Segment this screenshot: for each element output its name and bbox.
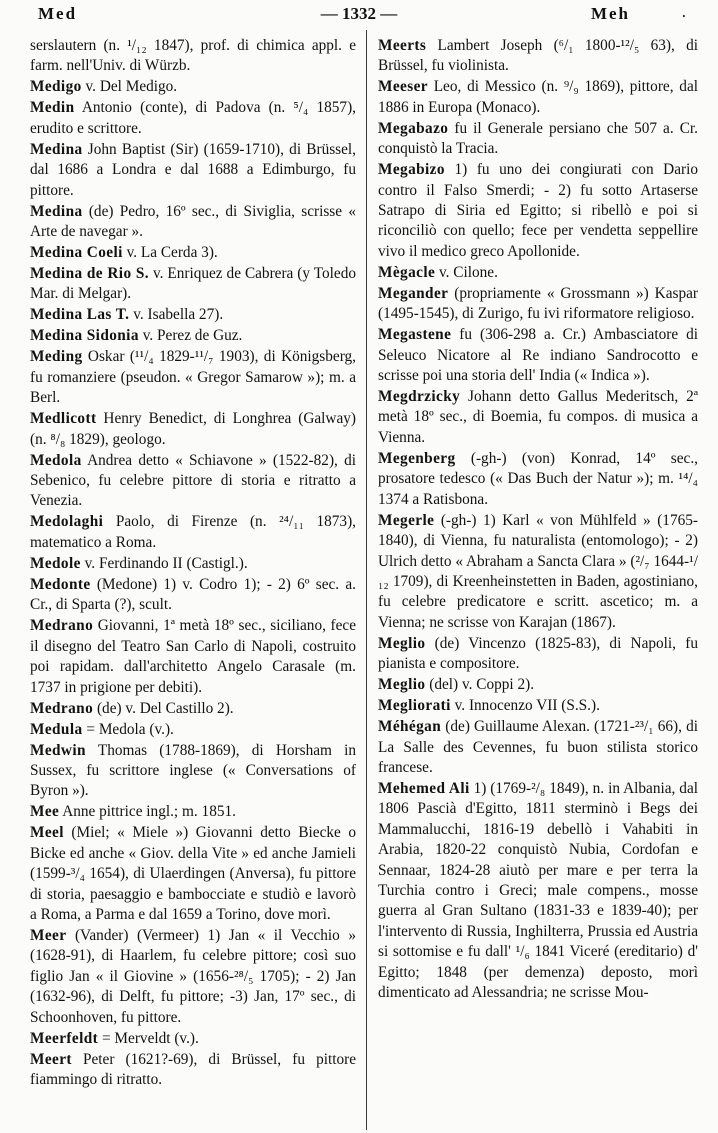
entry-text: Anne pittrice ingl.; m. 1851. (59, 803, 236, 821)
dictionary-entry (30, 264, 356, 305)
dictionary-entry (30, 451, 356, 512)
entry-text: fu (306-298 a. Cr.) Ambasciatore di Seleuco Nicatore al Re indiano Sandrocotto e scrisse poi una storia dell' India (« Indica »). (378, 326, 698, 385)
dictionary-entry (30, 347, 356, 408)
entry-headword: Meerfeldt (30, 1029, 99, 1047)
entry-headword: Medonte (30, 575, 91, 593)
dictionary-entry (378, 36, 698, 77)
entry-headword: Meel (30, 824, 64, 842)
running-head-left: Med (38, 4, 78, 23)
dictionary-entry (30, 741, 356, 802)
dictionary-entry (30, 140, 356, 201)
entry-text: v. Cilone. (435, 263, 498, 281)
entry-headword: Medina Sidonia (30, 327, 139, 345)
entry-text: serslautern (n. ¹/₁₂ 1847), prof. di chimica appl. e farm. nell'Univ. di Würzb. (30, 37, 356, 75)
running-head-right: Meh (590, 4, 630, 23)
entry-headword: Mee (30, 803, 60, 821)
entry-text: v. Enriquez de Cabrera (y Toledo Mar. di Melgar). (30, 265, 356, 303)
dictionary-entry (30, 243, 356, 263)
entry-text: Peter (1621?-69), di Brüssel, fu pittore fiammingo di ritratto. (30, 1050, 356, 1088)
entry-text: v. Isabella 27). (129, 306, 224, 324)
entry-headword: Mehemed Ali (378, 779, 470, 797)
entry-text: Andrea detto « Schiavone » (1522-82), di Sebenico, fu celebre pittore di storia e ritratto a Venezia. (30, 451, 356, 510)
dictionary-entry (378, 779, 698, 1003)
dictionary-entry (30, 926, 356, 1028)
entry-headword: Megdrzicky (378, 388, 461, 406)
entry-headword: Medin (30, 99, 75, 117)
entry-text: = Medola (v.). (82, 720, 174, 738)
dictionary-entry (30, 512, 356, 553)
entry-text: Henry Benedict, di Longhrea (Galway) (n. ⁸/₈ 1829), geologo. (30, 410, 356, 448)
entry-headword: Megerle (378, 511, 435, 529)
dictionary-entry (378, 634, 698, 675)
entry-headword: Medwin (30, 741, 86, 759)
entry-headword: Méhégan (378, 718, 442, 736)
dictionary-entry (30, 823, 356, 925)
dictionary-entry (30, 1050, 356, 1091)
dictionary-entry (378, 284, 698, 325)
entry-text: v. Perez de Guz. (138, 327, 243, 345)
dictionary-entry (378, 263, 698, 283)
dictionary-entry (378, 675, 698, 695)
right-column (378, 36, 698, 1004)
entry-headword: Medigo (30, 78, 82, 96)
entry-headword: Medina Las T. (30, 306, 130, 324)
entry-text: fu il Generale persiano che 507 a. Cr. conquistò la Tracia. (378, 119, 698, 158)
entry-text: (de) Vincenzo (1825-83), di Napoli, fu pianista e compositore. (378, 634, 698, 673)
entry-text: (de) v. Del Castillo 2). (93, 699, 234, 717)
dictionary-entry (378, 77, 698, 118)
entry-text: = Merveldt (v.). (98, 1029, 199, 1047)
dictionary-entry (30, 305, 356, 325)
entry-text: 1) fu uno dei congiurati con Dario contro il Falso Smerdi; - 2) fu sotto Artaserse Satrapo di Siria ed Egitto; si ribellò e poi si riconciliò con quello; fece per vendetta seppellire vivo il medico greco Apollonide. (378, 161, 698, 260)
entry-text: John Baptist (Sir) (1659-1710), di Brüssel, dal 1686 a Londra e dal 1688 a Edimburgo, fu pittore. (30, 140, 356, 199)
entry-text: v. Innocenzo VII (S.S.). (450, 697, 600, 715)
dictionary-entry (30, 1029, 356, 1049)
entry-text: Lambert Joseph (⁶/₁ 1800-¹²/₅ 63), di Brüssel, fu violinista. (378, 37, 698, 75)
left-column (30, 36, 356, 1091)
entry-text: (de) Guillaume Alexan. (1721-²³/₁ 66), di La Salle des Cevennes, fu buon stilista storico francese. (378, 718, 698, 776)
entry-text: Paolo, di Firenze (n. ²⁴/₁₁ 1873), matematico a Roma. (30, 513, 356, 551)
entry-text: v. La Cerda 3). (122, 244, 218, 262)
dictionary-entry (30, 36, 356, 77)
entry-text: Thomas (1788-1869), di Horsham in Sussex, fu scrittore inglese (« Conversations of Byron »). (30, 741, 356, 800)
dictionary-entry (378, 387, 698, 448)
dictionary-entry (378, 696, 698, 716)
entry-text: (del) v. Coppi 2). (425, 676, 535, 694)
entry-headword: Meert (30, 1050, 72, 1068)
dictionary-entry (30, 326, 356, 346)
entry-headword: Medolaghi (30, 513, 104, 531)
entry-text: (Miel; « Miele ») Giovanni detto Biecke o Bicke ed anche « Giov. della Vite » ed anche Jamieli (1599-³/₄ 1654), di Ulaerdingen (Anversa), fu pittore di storia, paesaggio e bambocciate e studiò e lavorò a Roma, a Parma e dal 1659 a Torino, dove morì. (30, 824, 356, 923)
dictionary-entry (378, 511, 698, 633)
entry-text: v. Del Medigo. (81, 78, 178, 96)
entry-headword: Megenberg (378, 449, 456, 467)
dictionary-entry (30, 409, 356, 450)
entry-text: (-gh-) (von) Konrad, 14º sec., prosatore tedesco (« Das Buch der Natur »); m. ¹⁴/₄ 1374 a Ratisbona. (378, 449, 698, 508)
entry-headword: Medola (30, 451, 82, 469)
entry-headword: Mègacle (378, 263, 436, 281)
entry-headword: Megastene (378, 326, 452, 344)
entry-headword: Megander (378, 284, 449, 302)
entry-headword: Meglio (378, 676, 426, 694)
entry-headword: Medrano (30, 699, 94, 717)
column-divider (366, 30, 367, 1130)
page-number: — 1332 — (320, 4, 398, 23)
dictionary-entry (30, 575, 356, 616)
dictionary-entry (30, 699, 356, 719)
entry-headword: Medrano (30, 617, 94, 635)
entry-headword: Medina (30, 202, 83, 220)
entry-headword: Medole (30, 554, 81, 572)
entry-headword: Medula (30, 720, 83, 738)
dictionary-entry (30, 202, 356, 243)
dictionary-entry (378, 449, 698, 510)
entry-text: v. Ferdinando II (Castigl.). (80, 554, 248, 572)
dictionary-entry (30, 98, 356, 139)
dictionary-entry (30, 720, 356, 740)
entry-text: (de) Pedro, 16º sec., di Siviglia, scrisse « Arte de navegar ». (30, 202, 356, 241)
entry-headword: Medlicott (30, 410, 97, 428)
entry-headword: Megliorati (378, 697, 451, 715)
page-header (30, 2, 688, 28)
entry-headword: Meerts (378, 37, 427, 54)
entry-headword: Meding (30, 348, 83, 366)
entry-text: (propriamente « Grossmann ») Kaspar (1495-1545), di Zurigo, fu ivi riformatore religioso. (378, 284, 698, 323)
dictionary-entry (30, 802, 356, 822)
entry-headword: Medina de Rio S. (30, 265, 149, 283)
dictionary-entry (30, 77, 356, 97)
dictionary-entry (30, 616, 356, 698)
entry-headword: Medina Coeli (30, 244, 123, 262)
entry-headword: Medina (30, 140, 83, 158)
dictionary-entry (378, 717, 698, 778)
entry-text: Giovanni, 1ª metà 18º sec., siciliano, fece il disegno del Teatro San Carlo di Napoli, costruito poi rapidam. dall'architetto Angelo Carasale (m. 1737 in prigione per debiti). (30, 617, 356, 696)
entry-headword: Meglio (378, 634, 426, 652)
entry-headword: Meeser (378, 78, 428, 96)
dictionary-entry (378, 160, 698, 262)
entry-text: (-gh-) 1) Karl « von Mühlfeld » (1765-1840), di Vienna, fu naturalista (entomologo); - 2) Ulrich detto « Abraham a Sancta Clara » (²/₇ 1644-¹/₁₂ 1709), di Kreenheinstetten in Baden, agostiniano, fu celebre predicatore e scritt. ascetico; m. a Vienna; ne scrisse von Karajan (1867). (378, 511, 698, 631)
entry-text: Antonio (conte), di Padova (n. ⁵/₄ 1857), erudito e scrittore. (30, 99, 356, 137)
entry-headword: Megabizo (378, 161, 445, 179)
header-mark: . (681, 2, 686, 21)
dictionary-entry (30, 554, 356, 574)
dictionary-entry (378, 119, 698, 160)
entry-headword: Megabazo (378, 119, 449, 137)
entry-headword: Meer (30, 926, 67, 944)
dictionary-entry (378, 325, 698, 386)
entry-text: (Vander) (Vermeer) 1) Jan « il Vecchio » (1628-91), di Haarlem, fu celebre pittore; così suo figlio Jan « il Giovine » (1656-²⁸/₅ 1705); - 2) Jan (1632-96), di Delft, fu pittore; -3) Jan, 17º sec., di Schoonhoven, fu pittore. (30, 926, 356, 1026)
entry-text: 1) (1769-²/₈ 1849), n. in Albania, dal 1806 Pascià d'Egitto, 1811 sterminò i Begs dei Mammalucchi, 1816-19 debellò i Vahabiti in Arabia, 1820-22 conquistò Nubia, Cordofan e Sennaar, 1824-28 aiutò per mare e per terra la Turchia contro i Greci; male compens., mosse guerra al Gran Sultano (1831-33 e 1839-40); per l'intervento di Russia, Inghilterra, Prussia ed Austria si sottomise e fu dall' ¹/₆ 1841 Viceré (ereditario) d' Egitto; 1848 (per demenza) deposto, morì dimenticato ad Alessandria; ne scrisse Mou- (378, 779, 698, 1001)
entry-text: Johann detto Gallus Mederitsch, 2ª metà 18º sec., di Boemia, fu compos. di musica a Vienna. (378, 388, 698, 446)
entry-text: Oskar (¹¹/₄ 1829-¹¹/₇ 1903), di Königsberg, fu romanziere (pseudon. « Gregor Samarow »); m. a Berl. (30, 348, 356, 407)
entry-text: Leo, di Messico (n. ⁹/₉ 1869), pittore, dal 1886 in Europa (Monaco). (378, 78, 698, 116)
entry-text: (Medone) 1) v. Codro 1); - 2) 6º sec. a. Cr., di Sparta (?), scult. (30, 575, 356, 614)
